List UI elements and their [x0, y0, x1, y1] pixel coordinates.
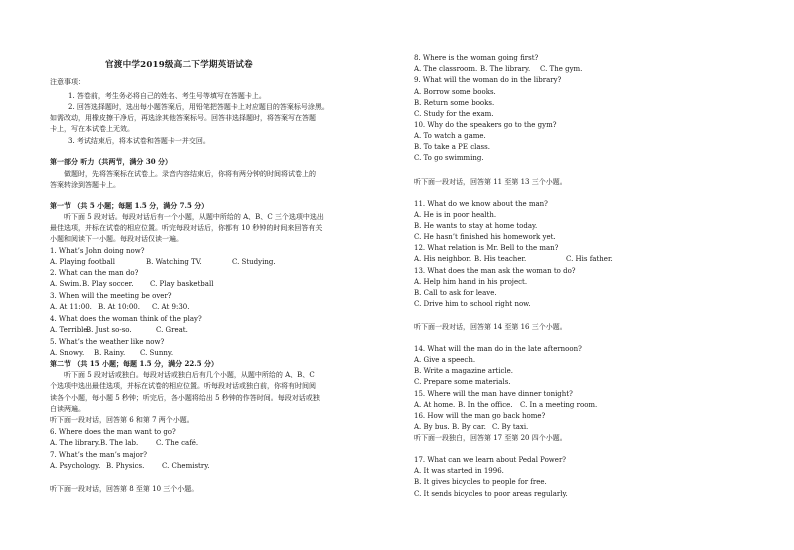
option-b: B. In the office. — [458, 401, 513, 409]
option-c: C. His father. — [566, 255, 613, 263]
text-line: A. Borrow some books. — [414, 88, 496, 96]
text-line: C. To go swimming. — [414, 154, 484, 162]
text-line: 听下面一段独白，回答第 17 至第 20 四个小题。 — [414, 434, 567, 442]
option-b: B. Watching TV. — [146, 258, 202, 266]
text-line: A. To watch a game. — [414, 132, 486, 140]
text-line: B. Write a magazine article. — [414, 367, 514, 375]
text-line: 6. Where does the man want to go? — [50, 428, 176, 436]
option-b: B. By car. — [452, 423, 486, 431]
section-heading: 第一部分 听力（共两节，满分 30 分） — [50, 157, 173, 166]
option-c: C. Studying. — [232, 258, 276, 266]
option-a: A. Snowy. — [50, 349, 85, 357]
text-line: 个选项中选出最佳选项，并标在试卷的相应位置。听每段对话或独白前，你将有时间阅 — [50, 382, 316, 390]
option-b: B. The lab. — [100, 439, 139, 447]
text-line: 1. What’s John doing now? — [50, 247, 145, 255]
option-c: C. At 9:30. — [152, 303, 190, 311]
text-line: 做题时，先将答案标在试卷上。录音内容结束后，你将有两分钟的时间将试卷上的 — [64, 170, 316, 178]
option-c: C. Chemistry. — [162, 462, 210, 470]
text-line: C. Drive him to school right now. — [414, 300, 531, 308]
text-line: 读各个小题，每小题 5 秒钟；听完后，各小题将给出 5 秒钟的作答时间。每段对话或独 — [50, 394, 320, 402]
answer-options — [50, 279, 213, 289]
text-line: 4. What does the woman think of the play? — [50, 315, 202, 323]
text-line: 白读两遍。 — [50, 405, 85, 413]
answer-options — [414, 254, 613, 264]
text-line: 16. How will the man go back home? — [414, 412, 546, 420]
text-line: 3. When will the meeting be over? — [50, 292, 172, 300]
option-a: A. The classroom. — [414, 65, 478, 73]
option-a: A. Psychology. — [50, 462, 101, 470]
text-line: 如需改动，用橡皮擦干净后，再选涂其他答案标号。回答非选择题时，将答案写在答题 — [50, 114, 316, 122]
option-a: A. Terrible. — [50, 326, 90, 334]
text-line: C. He hasn’t finished his homework yet. — [414, 233, 556, 241]
option-b: B. Rainy. — [94, 349, 126, 357]
option-b: B. At 10:00. — [98, 303, 140, 311]
text-line: 2. What can the man do? — [50, 269, 139, 277]
answer-options — [50, 461, 209, 471]
option-a: A. His neighbor. — [414, 255, 472, 263]
option-b: B. His teacher. — [474, 255, 527, 263]
option-b: B. Just so-so. — [86, 326, 132, 334]
option-a: A. At 11:00. — [50, 303, 92, 311]
text-line: 9. What will the woman do in the library? — [414, 76, 562, 84]
option-a: A. Playing football — [50, 258, 115, 266]
text-line: 10. Why do the speakers go to the gym? — [414, 121, 557, 129]
option-a: A. Swim. — [50, 280, 82, 288]
option-c: C. Sunny. — [140, 349, 174, 357]
option-c: C. Great. — [156, 326, 188, 334]
text-line: 听下面 5 段对话。每段对话后有一个小题，从题中所给的 A、B、C 三个选项中选出 — [64, 213, 324, 221]
answer-options — [414, 64, 582, 74]
text-line: A. Help him hand in his project. — [414, 278, 528, 286]
answer-options — [414, 400, 597, 410]
section-heading: 第一节 （共 5 小题；每题 1.5 分，满分 7.5 分） — [50, 201, 209, 210]
answer-options — [50, 302, 189, 312]
option-a: A. At home. — [414, 401, 456, 409]
option-a: A. By bus. — [414, 423, 450, 431]
answer-options — [50, 438, 198, 448]
text-line: 卡上，写在本试卷上无效。 — [50, 125, 134, 133]
text-line: B. It gives bicycles to people for free. — [414, 478, 547, 486]
text-line: 3. 考试结束后，将本试卷和答题卡一并交回。 — [68, 137, 210, 145]
text-line: B. He wants to stay at home today. — [414, 222, 538, 230]
text-line: 11. What do we know about the man? — [414, 200, 548, 208]
text-line: 5. What’s the weather like now? — [50, 338, 165, 346]
option-a: A. The library. — [50, 439, 101, 447]
text-line: 听下面 5 段对话或独白。每段对话或独白后有几个小题，从题中所给的 A、B、C — [64, 371, 315, 379]
text-line: 1. 答卷前，考生务必将自己的姓名、考生号等填写在答题卡上。 — [68, 92, 266, 100]
option-c: C. In a meeting room. — [520, 401, 598, 409]
text-line: 答案转涂到答题卡上。 — [50, 181, 120, 189]
text-line: 13. What does the man ask the woman to do? — [414, 267, 576, 275]
text-line: 听下面一段对话，回答第 11 至第 13 三个小题。 — [414, 178, 567, 186]
option-c: C. Play basketball — [150, 280, 214, 288]
text-line: A. He is in poor health. — [414, 211, 497, 219]
text-line: 最佳选项，并标在试卷的相应位置。听完每段对话后，你都有 10 秒钟的时间来回答有关 — [50, 224, 323, 232]
option-b: B. Physics. — [106, 462, 145, 470]
answer-options — [50, 325, 188, 335]
text-line: B. To take a PE class. — [414, 143, 490, 151]
text-line: 17. What can we learn about Pedal Power? — [414, 456, 567, 464]
text-line: 听下面一段对话，回答第 6 和第 7 两个小题。 — [50, 416, 194, 424]
text-line: 7. What’s the man’s major? — [50, 451, 147, 459]
text-line: 12. What relation is Mr. Bell to the man? — [414, 244, 559, 252]
option-b: B. The library. — [480, 65, 531, 73]
text-line: C. Study for the exam. — [414, 110, 494, 118]
text-line: 听下面一段对话，回答第 8 至第 10 三个小题。 — [50, 485, 199, 493]
option-b: B. Play soccer. — [82, 280, 134, 288]
text-line: 注意事项： — [50, 78, 85, 86]
option-c: C. The café. — [156, 439, 199, 447]
answer-options — [414, 422, 528, 432]
answer-options — [50, 348, 173, 358]
text-line: 8. Where is the woman going first? — [414, 54, 539, 62]
text-line: A. It was started in 1996. — [414, 467, 504, 475]
section-heading: 第二节 （共 15 小题；每题 1.5 分，满分 22.5 分） — [50, 359, 219, 368]
page-title: 官渡中学2019级高二下学期英语试卷 — [105, 60, 253, 70]
option-c: C. By taxi. — [492, 423, 529, 431]
text-line: 2. 回答选择题时，选出每小题答案后，用铅笔把答题卡上对应题目的答案标号涂黑。 — [68, 103, 329, 111]
answer-options — [50, 257, 276, 267]
text-line: B. Return some books. — [414, 99, 495, 107]
text-line: 14. What will the man do in the late afternoon? — [414, 345, 582, 353]
text-line: C. It sends bicycles to poor areas regularly. — [414, 490, 568, 498]
text-line: 听下面一段对话，回答第 14 至第 16 三个小题。 — [414, 323, 567, 331]
text-line: C. Prepare some materials. — [414, 378, 511, 386]
text-line: 小题和阅读下一小题。每段对话仅读一遍。 — [50, 235, 183, 243]
text-line: B. Call to ask for leave. — [414, 289, 497, 297]
option-c: C. The gym. — [540, 65, 583, 73]
text-line: A. Give a speech. — [414, 356, 476, 364]
text-line: 15. Where will the man have dinner tonight? — [414, 390, 573, 398]
